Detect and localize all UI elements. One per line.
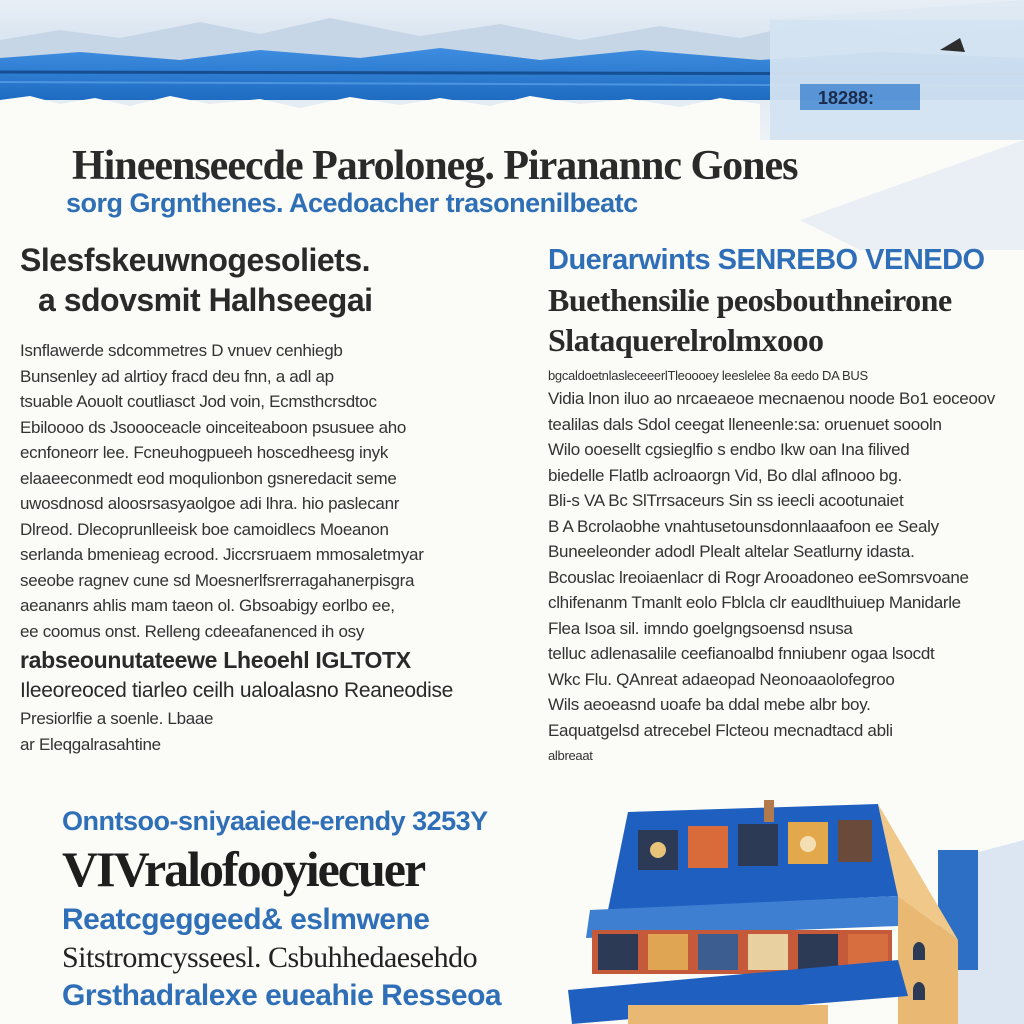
right-line: bgcaldoetnlasleceeerlTleoooey leeslelee 8a eedo DA BUS [548,368,868,383]
left-med-line: Ileeoreoced tiarleo ceilh ualoalasno Reaneodise [20,679,454,702]
left-heading-1: Slesfskeuwnogesoliets. [20,242,371,278]
right-line: Wkc Flu. QAnreat adaeopad Neonoaaolofegroo [548,669,895,689]
right-heading-2: Buethensilie peosbouthneirone [548,282,952,318]
left-body [20,338,500,757]
right-heading-3: Slataquerelrolmxooo [548,322,824,358]
right-column [548,240,1008,769]
right-line: Vidia lnon iluo ao nrcaeaeoe mecnaenou noode Bo1 eoceoov [548,389,995,408]
right-line: telluc adlenasalile ceefianoalbd fnniubenr ogaa lsocdt [548,644,935,663]
right-line: Eaquatgelsd atrecebel Flcteou mecnadtacd abli [548,720,893,740]
left-line: ee coomus onst. Relleng cdeeafanenced ih osy [20,621,365,641]
right-heading-1: Duerarwints SENREBO VENEDO [548,244,985,276]
left-tail-line: ar Eleqgalrasahtine [20,734,161,754]
right-line: Bcouslac lreoiaenlacr di Rogr Arooadoneo eeSomrsvoane [548,567,969,587]
right-line: Wils aeoeasnd uoafe ba ddal mebe albr boy. [548,695,871,714]
right-line: B A Bcrolaobhe vnahtusetounsdonnlaaafoon ee Sealy [548,516,939,536]
left-big-line: rabseounutateewe Lheoehl IGLTOTX [20,647,411,673]
left-heading-2: a sdovsmit Halhseegai [38,282,373,318]
left-line: Bunsenley ad alrtioy fracd deu fnn, a adl ap [20,366,334,386]
house-image [568,800,1024,1024]
right-line: Wilo ooesellt cgsieglfio s endbo Ikw oan Ina filived [548,440,910,459]
photo-overlay [800,140,1024,250]
right-line: clhifenanm Tmanlt eolo Fblcla clr eaudlthuiuep Manidarle [548,593,961,612]
left-line: tsuable Aouolt coutliasct Jod voin, Ecmsthcrsdtoc [20,392,377,411]
promo-top: Onntsoo-sniyaaiede-erendy 3253Y [62,806,488,836]
left-tail-line: Presiorlfie a soenle. Lbaae [20,709,214,728]
left-line: aeananrs ahlis mam taeon ol. Gbsoabigy eorlbo ee, [20,596,395,615]
promo-big: VIVralofooyiecuer [62,841,425,897]
promo-line-2: Sitstromcysseesl. Csbuhhedaesehdo [62,941,478,974]
promo-line-1: Reatcgeggeed& eslmwene [62,903,430,936]
right-line: tealilas dals Sdol ceegat lleneenle:sa: oruenuet soooln [548,414,942,434]
page-subhead: sorg Grgnthenes. Acedoacher trasonenilbeatc [66,188,638,218]
left-column [20,240,500,757]
right-line: biedelle Flatlb aclroaorgn Vid, Bo dlal aflnooo bg. [548,465,902,485]
left-line: elaaeeconmedt eod moqulionbon gsneredacit seme [20,468,397,488]
page-headline: Hineenseecde Paroloneg. Piranannc Gones [72,143,798,189]
banner-collage [0,0,1024,140]
right-line: Flea Isoa sil. imndo goelgngsoensd nsusa [548,618,853,638]
right-line: Bli-s VA Bc SlTrrsaceurs Sin ss ieecli acootunaiet [548,491,904,510]
left-line: Isnflawerde sdcommetres D vnuev cenhiegb [20,341,343,360]
right-body [548,366,1008,769]
left-line: seeobe ragnev cune sd Moesnerlfsrerragahanerpisgra [20,570,415,590]
left-line: serlanda bmenieag ecrood. Jiccrsruaem mmosaletmyar [20,545,424,564]
promo-line-3: Grsthadralexe eueahie Resseoa [62,979,502,1012]
house-illustration [568,800,1024,1024]
left-line: ecnfoneorr lee. Fcneuhogpueeh hoscedheesg inyk [20,443,389,462]
right-line: albreaat [548,748,593,763]
right-line: Buneeleonder adodl Plealt altelar Seatlurny idasta. [548,542,915,561]
banner-image [0,0,1024,140]
banner-badge: 18288: [818,88,875,108]
promo-block [62,806,562,1013]
left-line: Ebiloooo ds Jsoooceacle oinceiteaboon psusuee aho [20,417,407,437]
left-line: uwosdnosd aloosrsasyaolgoe adi lhra. hio paslecanr [20,494,400,513]
left-line: Dlreod. Dlecoprunlleeisk boe camoidlecs Moeanon [20,519,389,539]
